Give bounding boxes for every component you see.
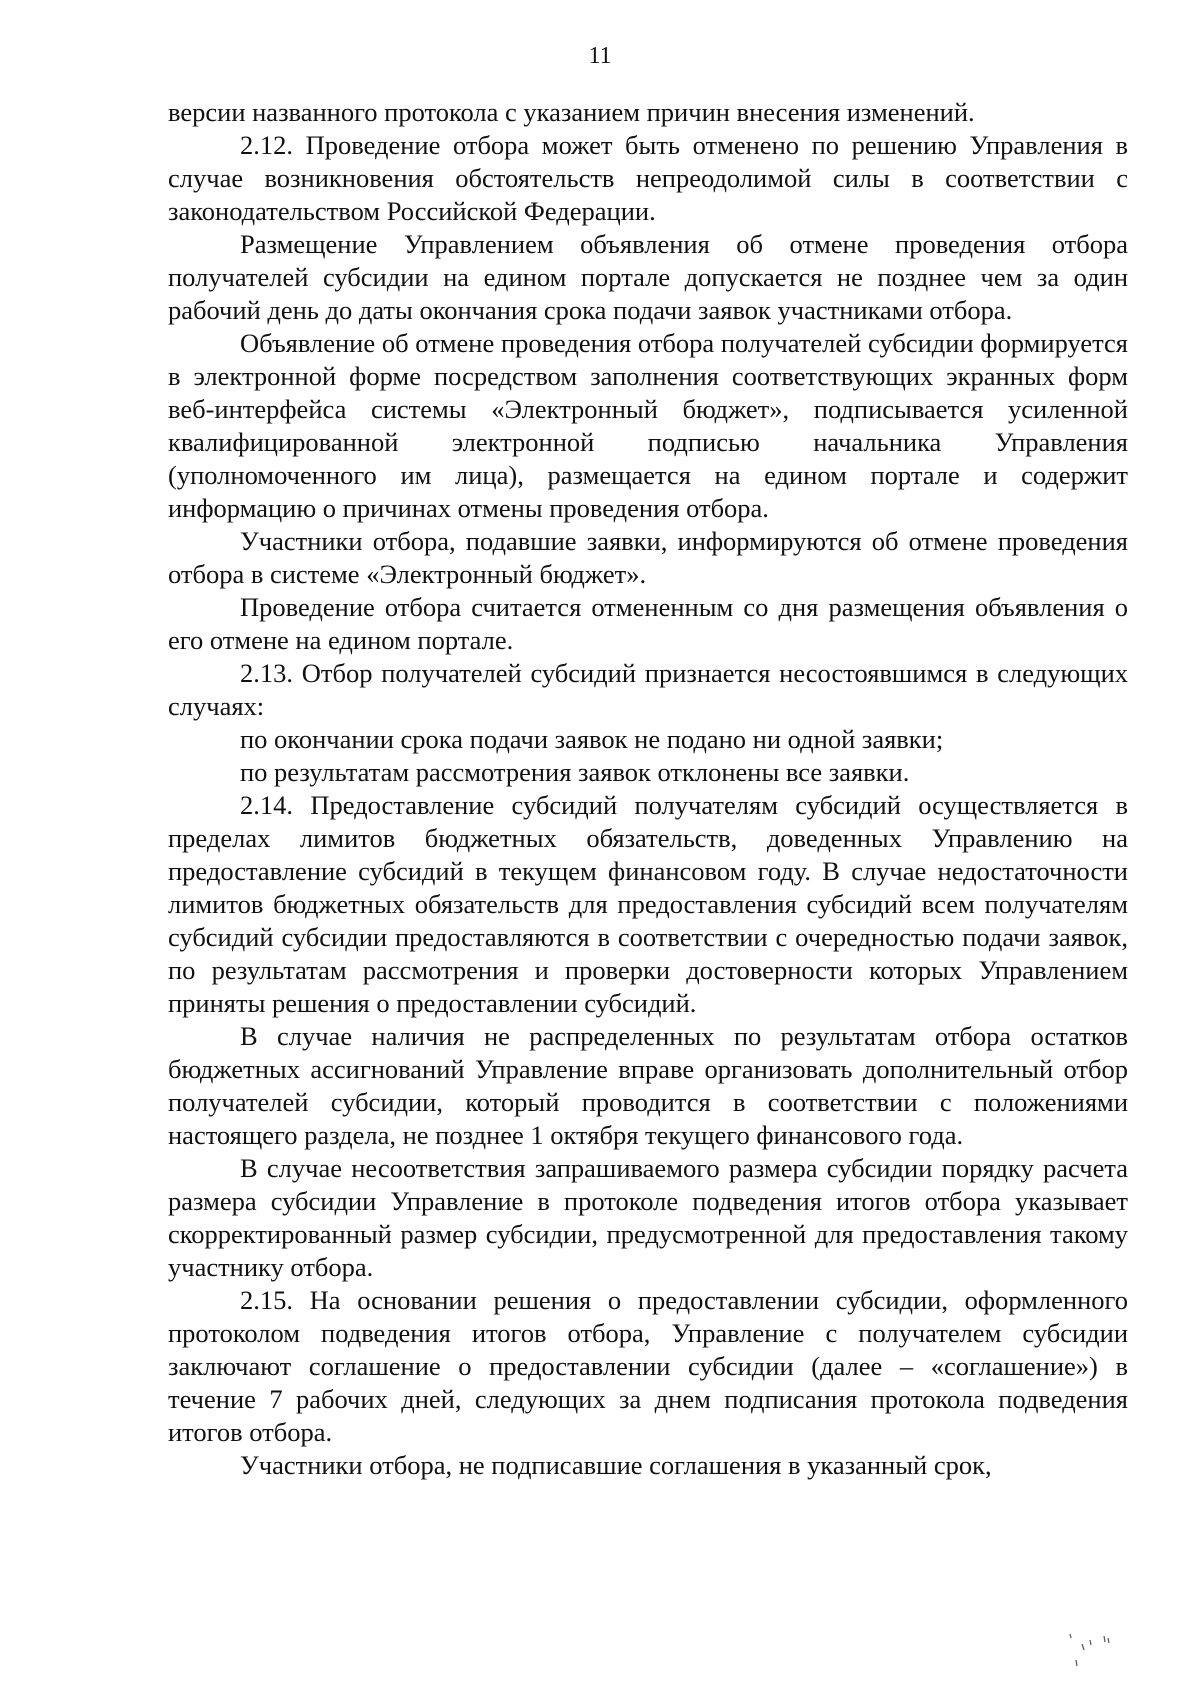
paragraph-2-14: 2.14. Предоставление субсидий получателям субсидий осуществляется в пределах лимитов бюджетных обязательств, доведенных Управлению на предоставление субсидий в текущем финансовом году. В случае недостаточности лимитов бюджетных обязательств для предоставления субсидий всем получателям субсидий субсидии предоставляются в соответствии с очередностью подачи заявок, по результатам рассмотрения и проверки достоверности которых Управлением приняты решения о предоставлении субсидий.: [168, 790, 1128, 1018]
paragraph-adjusted-amount: В случае несоответствия запрашиваемого размера субсидии порядку расчета размера субсидии Управление в протоколе подведения итогов отбора указывает скорректированный размер субсидии, предусмотренной для предоставления такому участнику отбора.: [168, 1153, 1128, 1282]
paragraph-selection-cancelled-date: Проведение отбора считается отмененным со дня размещения объявления о его отмене на едином портале.: [168, 592, 1128, 655]
paragraph-2-15: 2.15. На основании решения о предоставлении субсидии, оформленного протоколом подведения итогов отбора, Управление с получателем субсидии заключают соглашение о предоставлении субсидии (далее – «соглашение») в течение 7 рабочих дней, следующих за днем подписания протокола подведения итогов отбора.: [168, 1285, 1128, 1447]
paragraph-2-13: 2.13. Отбор получателей субсидий признается несостоявшимся в следующих случаях:: [168, 658, 1128, 721]
scan-specks: [1060, 1630, 1140, 1680]
page-number: 11: [588, 43, 612, 69]
paragraph-unsigned-participants: Участники отбора, не подписавшие соглашения в указанный срок,: [240, 1450, 992, 1480]
paragraph-cancellation-notice-placement: Размещение Управлением объявления об отмене проведения отбора получателей субсидии на едином портале допускается не позднее чем за один рабочий день до даты окончания срока подачи заявок участниками отбора.: [168, 229, 1128, 325]
paragraph-continuation: версии названного протокола с указанием причин внесения изменений.: [168, 97, 975, 127]
paragraph-additional-selection: В случае наличия не распределенных по результатам отбора остатков бюджетных ассигнований Управление вправе организовать дополнительный отбор получателей субсидии, который проводится в соответствии с положениями настоящего раздела, не позднее 1 октября текущего финансового года.: [168, 1021, 1128, 1150]
paragraph-participants-informed: Участники отбора, подавшие заявки, информируются об отмене проведения отбора в системе «Электронный бюджет».: [168, 526, 1128, 589]
list-item-all-rejected: по результатам рассмотрения заявок отклонены все заявки.: [240, 757, 910, 787]
paragraph-2-12: 2.12. Проведение отбора может быть отменено по решению Управления в случае возникновения обстоятельств непреодолимой силы в соответствии с законодательством Российской Федерации.: [168, 130, 1128, 226]
document-body: [168, 96, 1128, 1482]
list-item-no-applications: по окончании срока подачи заявок не подано ни одной заявки;: [240, 724, 944, 754]
paragraph-cancellation-notice-form: Объявление об отмене проведения отбора получателей субсидии формируется в электронной форме посредством заполнения соответствующих экранных форм веб-интерфейса системы «Электронный бюджет», подписывается усиленной квалифицированной электронной подписью начальника Управления (уполномоченного им лица), размещается на едином портале и содержит информацию о причинах отмены проведения отбора.: [168, 328, 1128, 523]
